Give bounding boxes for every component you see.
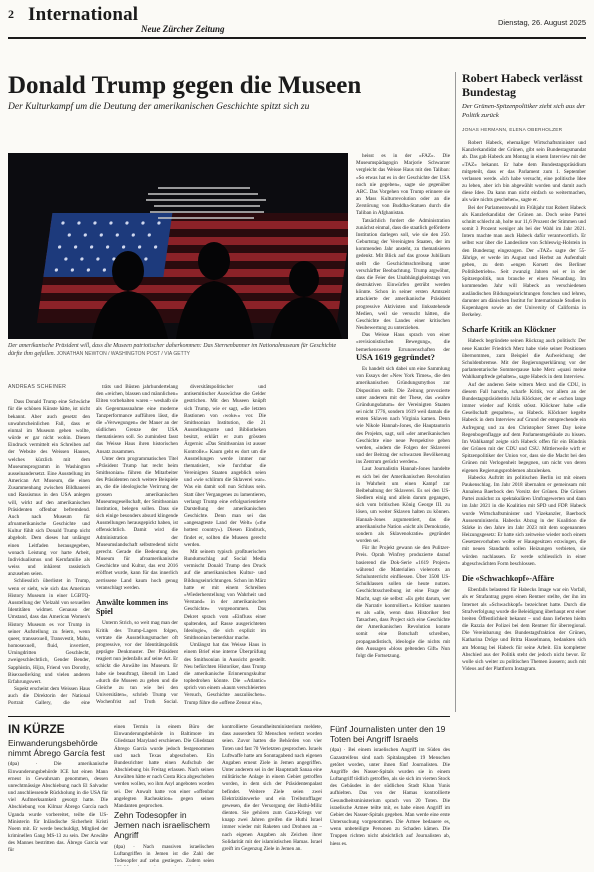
- lead-paragraph: Unter dem programmatischen Titel «Präsident Trump hat recht beim Smithsonian» führen die Mitarbeiter des Präsidenten noch weitere Beispiele an, die die ideologische Verirrung der grossen amerikanischen Museumsgesellschaft, der Smithsonian Institution, belegen sollen. Dass sie sich einige besonders absurd klingende Ausstellungen herausgepickt haben, ist offensichtlich. Damit wird die Administration der Museumslandschaft selbstredend nicht gerecht. Gerade die Bedeutung des Museum für afroamerikanische Geschichte und Kultur, das erst 2016 eröffnet wurde, kann für das innerlich zerrissene Land kaum hoch genug veranschlagt werden.: [96, 455, 178, 591]
- brief-text: (dpa) · Bei einem israelischen Angriff im Süden des Gazastreifens sind nach Spitalangaben 19 Menschen getötet worden, unter ihnen fünf Journalisten. Die Angriffe des Nasser-Spitals wurden sie in einem Luftangriff tödlich getroffen, als sie sich im vierten Stock des Gebäudes in der südlichen Stadt Khan Yunis aufhielten. Das von der Hamas kontrollierte Gesundheitsministerium sprach von 20 Toten. Die israelische Armee teilte mit, es habe einen Angriff im Gebiet des Nasser-Spitals gegeben. Man werde eine erste Untersuchung vorgenommen. Die Armee bedauere es, wenn unbeteiligte Personen zu Schaden kämen. Die Truppen richten nicht absichtlich auf Journalisten ab, hiess es.: [330, 747, 450, 847]
- lead-subheadline: Der Kulturkampf um die Deutung der amerikanischen Geschichte spitzt sich zu: [8, 102, 310, 112]
- lead-paragraph: diversitätspolitischer und antisemitischer Auswüchse die Gelder gestrichen. Mit den Museen knüpft sich Trump, wie er sagt, «die letzten Bastionen von ‹woke›» vor. Die Smithsonian Institution, die 21 Ausstellungsorte und Bibliotheken besitzt, erklärt er zum grössten Ärgernis: «Das Smithsonian ist ausser Kontrolle.» Kaum geht es dort um die Ausstellungen werde immer nur thematisiert, wie furchtbar die Vereinigten Staaten angeblich seien und «wie schlimm die Sklaverei war». Was ein damit soll nun Schluss sein. Statt über Vergangenes zu lamentieren, verlangt Trump eine erfolgsorientierte Darstellung der amerikanischen Geschichte. Denn man sei das «angesagteste Land der Welt» («the hottest country»). Diesen Eindruck, findet er, sollten die Museen gerecht werden.: [184, 384, 266, 548]
- brief-text: (dpa) · Die amerikanische Einwanderungsbehörde ICE hat einen Mann erneut in Gewahrsam genommen, dessen unrechtmässige Abschiebung nach El Salvador und anschliessende Rückholung in die USA für viel Aufmerksamkeit gesorgt hatte. Die Abschiebung von Kilmar Ábrego García nach Uganda wurde vorbereitet, teilte die US-Ministerin für Inländische Sicherheit Kristi Noem mit. Er werde beschuldigt, Mitglied der kriminellen Gang MS-13 zu sein. Der Anwälte des Mannes bestritten das. Ábrego García war für: [8, 761, 108, 854]
- photo-caption: [8, 343, 348, 359]
- section-title: International: [28, 4, 139, 25]
- newspaper-name: Neue Zürcher Zeitung: [141, 24, 225, 34]
- brief-text: (dpa) · Nach massiven israelischen Luftangriffen in Jemen ist die Zahl der Todesopfer auf zehn gestiegen. Zudem seien: [114, 843, 214, 864]
- briefs-rule: [8, 716, 450, 717]
- sidebar-body: [462, 140, 586, 848]
- lead-paragraph: Umlängst hat das Weisse Haus in einem Brief eine interne Überprüfung des Smithsonian in Aussicht gestellt. Neu befürchten Historiker, dass Trump die amerikanische Erinnerungskultur topbedrohen könnte. Die «Atlantic» sprich von einem «kaum verschleierten Versuch, Geschichte auszulöschen». Trump führe die «offene Zensur ein»,: [184, 642, 266, 706]
- lead-photo: [8, 153, 348, 339]
- sidebar-paragraph: Habeck begründete seinen Rückzug auch politisch: Der neue Kanzler Friedrich Merz habe viele seiner Positionen übernommen, zum Beispiel die Aufweichung der Schuldenbremse. Mit der Regierungserklärung vor der parlamentarische Sommerpause habe Merz «quasi meine Wahlkampfrede gehalten», sagte Habeck in dem Interview.: [462, 338, 586, 381]
- column-divider: [455, 72, 456, 712]
- lead-intertitle: Anwälte kommen ins Spiel: [96, 597, 169, 617]
- brief-column-2b: [114, 810, 214, 866]
- brief-text: kontrollierte Gesundheitsministerium meldete, dass ausserdem 92 Menschen verletzt worden seien. Zuvor hatten die Behörden von vier Toten und fast 70 Verletzten gesprochen. Israels Luftwaffe hatte am Sonntagabend nach eigenen Angaben erneut Ziele in Jemen angegriffen. Unter anderem sei in der Hauptstadt Sanaa eine militärische Anlage in einem Gebiet getroffen worden, in dem sich der Präsidentenpalast befindet. Weitere Ziele seien zwei Elektrizitätswerke und ein Treibstofflager gewesen, die der Versorgung der Huthi-Miliz dienten. Sie gehören zum Gaza-Kriegs vor knapp zwei Jahren greifen die Huthi Israel immer wieder mit Raketen und Drohnen an – nach eigenen Angaben als Zeichen ihrer Solidarität mit der islamistischen Hamas. Israel greift im Gegenzug Ziele in Jemen an.: [222, 724, 322, 852]
- photo-credit: JONATHAN NEWTON / WASHINGTON POST / VIA GETTY: [56, 350, 191, 357]
- lead-column-4: [356, 153, 450, 351]
- lead-paragraph: Für ihr Projekt gewann sie den Pulitzer-Preis. Oprah Winfrey produzierte darauf basierend die Dok-Serie «1619 Project» während die Materialien vielerorts an Schulunterricht einfliessen. Über 3500 US-Schulklassen sollen sie heute nutzen. Geschichtsschreibung ist eine Frage der Macht, sagt sie selbst: «Es geht darum, wer die Narrativ kontrolliert.» Kritiker nannten es als «alle, wenn dass Historiker fest Tatsachen, dass Project sich eine Geschichte der Amerikanischen Revolution konnte somit eine Botschaft schreiben, propagandistisch, ideologie die nichts mit den Aussagen «bloss geltenden Gift» Nun folgt die Fortsetzung.: [356, 545, 450, 659]
- lead-column-5: [356, 366, 450, 706]
- lead-headline: Donald Trump gegen die Museen: [8, 72, 362, 99]
- brief-headline: Einwanderungsbehörde nimmt Ábrego García fest: [8, 738, 105, 759]
- issue-date: Dienstag, 26. August 2025: [498, 18, 586, 27]
- lead-paragraph: Dass Donald Trump eine Schwäche für die schönen Künste hätte, ist nicht bekannt. Aber auch gesetzt den unwahrscheinlichen Fall, dass er einmal im Museum gehen wollte, würde er gar nicht wohin. Diesen Eindruck vermittelt ein Schreiben auf der Website des Weissen Hauses, welches kürzlich mit dem Museumsprogramm in Washington ausseinandersetzt. Eine Ausstellung im American Art Museum, die einen Zusammenhang zwischen Bildhauerei und Rassismus in den USA anlegen will, wirkt auf den amerikanischen Präsidenten offenbar befremdend. Auch nach Museum für afroamerikanische Geschichte und Kultur fühlt sich Donald Trump nicht abgeholt. Dem dieses hat unlängst einen Leitfaden herausgegeben, wonach Leistung vor harte Arbeit, Individualismus und Kernfamilie als weiss und inhärent rassistisch anzusehen seien.: [8, 399, 90, 578]
- lead-paragraph: Mit seinem typisch großtuerischen Rundumschlag auf Social Media vermischt Donald Trump den Druck auf die amerikanischen Kultur- und Bildungseinrichtungen. Schon im März hatte er mit einem Schreiben «Wiederherstellung von Wahrheit und Verstand» in der amerikanischen Geschichte» vorgenommen. Das Dekret sprach vom «Einfluss einer spaltenden, auf Rasse ausgerichteten Ideologie», die sich explizit im Smithsonian bemerkbar mache.: [184, 548, 266, 642]
- lead-paragraph: Schliesslich überlistet in Trump, wenn er sieht, wie sich das American History Museum in einer LGBTQ-Ausstellung der Vielzahl von sexuellen Identitäten widmet. Genauso der Umstand, dass das American Women's History Museum es vor Trump in seiner Aufstellung zu feiern, wenn queer, transsexuell, Transvestit, Mahu, homosexuell, fluid, invertiert, Urningdritten Geschlecht, zweigeschlechtlich, Gender Bender, Sapphistin, Hijra, Friend von Dorothy, Bisexuelle/king und vielen anderen Erfahrungswert.: [8, 578, 90, 685]
- page-number: 2: [8, 7, 14, 21]
- lead-paragraph: Es handelt sich dabei um eine Sammlung von Essays der «New York Times», die den amerikanischen Gründungsmythos zur Disposition stellt. Die Zeitung provozierte unter anderem mit der These, das «wahre Gründungsdatum» der Vereinigten Staaten sei nicht 1776, sondern 1619 weil damals die ersten Sklaven nach Virginia kamen. Denn wie Nikole Hannah-Jones, die Hauptautorin des Projekts, sagt, soll «der amerikanischen Geschichte eine neue Perspektive geben werden, «indem die Folgen der Sklaverei und der Beitrag der schwarzen Bevölkerung ins Zentrum gerückt werden».: [356, 366, 450, 466]
- lead-column-2: [96, 384, 178, 706]
- brief-column-1: [8, 738, 108, 864]
- lead-paragraph: Laut Journalistin Hannah-Jones handelte es sich bei der Amerikanischen Revolution in Wahrheit um einen Kampf zur Beibehaltung der Sklaverei. Es sei den US-Siedlern einig und allein darum gegangen, sich vom britischen König George III. zu lösen, um weiter Sklaven halten zu können. Hannah-Jones argumentiert, das die amerikanische Nation «nicht als Demokratie, sondern als Sklavenokratie» gegründet worden sei.: [356, 466, 450, 545]
- lead-column-1: [8, 384, 90, 706]
- sidebar-byline: JONAS HERMANN, ELENA OBERHOLZER: [462, 128, 563, 133]
- sidebar-paragraph: Bei der Parlamentswahl im Frühjahr trat Robert Habeck als Kanzlerkandidat der Grünen an. Doch seine Partei schnitt schlecht ab, holte nur 11,6 Prozent der Stimmen und somit 3 Prozent weniger als bei der Wahl im Jahr 2021. Intern machte man auch Habeck dafür verantwortlich. Er selbst war über die Landesliste von Schleswig-Holstein in den Bundestag eingezogen. Der «TAZ» sagte der 55-Jährige, er werde im August und Herbst an Aufenthalt geben, zu dem «engen Korsett des Berliner Politikbetriebs». Seit zwanzig Jahren sei er in der Spitzenpolitik, nun brauche er einen Neuanfang. Im kommenden Jahr will Habeck an verschiedenen ausländischen Bildungseinrichtungen forschen und lehren, darunter am dänischen Institut for Internationale Studien in Kopenhagen sowie an der University of California in Berkeley.: [462, 204, 586, 319]
- brief-column-3: [222, 724, 322, 864]
- lead-paragraph: träts und Büsten jahrhundertelang den «reichen, blassen und männlichen» Eliten vorbehalten waren – weshalb sie als Gegenmassnahme eine moderne Tanzperformance aufführen lässt, die die «Verwegungen» der Mauer an der südlichen Grenze der USA thematisieren soll. So zumindest fasst das Weisse Haus ihren historischen Ansatz zusammen.: [96, 384, 178, 455]
- sidebar-paragraph: Robert Habeck, ehemaliger Wirtschaftsminister und Kanzlerkandidat der Grünen, gibt sein Bundestagsmandat ab. Das gab Habeck am Montag in einem Interview mit der «TAZ» bekannt. Er habe dem Bundestagspräsidium mitgeteilt, dass er das Parlament zum 1. September verlassen werde. «Ich habe versucht, eine politische Idee zu leben, aber ich bin abgewählt worden und damit auch diese Idee. Da kann man nicht einfach so weitermachen, als wäre nichts geschehen», sagte er.: [462, 140, 586, 204]
- sidebar-paragraph: Habecks Auftritt im politischen Berlin ist mit einem Paukenschlag. Im Jahr 2018 übernahm er gemeinsam mit Annalena Baerbock den Vorsitz der Grünen. Die Grünen Partei zunächst zu spektakulären Umfragewerten und dann im Jahr 2021 in die Koalition mit SPD und FDP. Habeck wurde Wirtschaftsminister und Vizekanzler, Baerbock Aussenministerin. Habecks Abzug in der Koalition die Stärke in den Jahre im Jahr 2023 mit dem sogenannten Heizungsgesetz: Er hatte sich zeitweise wieder noch einem Gesetzesvorhaben wollte er Hausgesitzen erzwingen, die mit neuen Standards sollen Heizungen verbieten, sie würden nachlassen. Er werde schliesslich in einer abgeschwächten Form beschlossen.: [462, 474, 586, 567]
- briefs-label: IN KÜRZE: [8, 722, 65, 736]
- masthead-rule: [8, 37, 586, 39]
- sidebar-paragraph: Ebenfalls belastend für Habecks Image war ein Vorfall, als er Strafantrag gegen einen Rentner stellte, der ihn im Internet als «Schwachkopf» bezeichnet hatte. Durch die Strafverfolgung wurde die Beleidigung überhaupt erst einer breiten Öffentlichkeit bekannt – und dann lieferten hieltn die Razzia der Polizei bei dem Rentner für überregional. Die Vereinbarung des Bundestagsfraktion der Grünen, Katharina Dröge und Britta Hasselmann, bedankten sich am Montag bei Habeck für seine Arbeit. Ein kompletter Abschied aus der Politik steht der jedoch nicht bevor. Er wolle sich weiter zu politischen Themen äussern; auch mit Videos auf der Plattform Instagram.: [462, 587, 586, 673]
- brief-headline: Zehn Todesopfer in Jemen nach israelischem Angriff: [114, 810, 210, 841]
- lead-column-3: [184, 384, 266, 706]
- brief-headline: Fünf Journalisten unter den 19 Toten bei Angriff Israels: [330, 724, 446, 745]
- lead-paragraph: Supekt erscheint dem Weissen Haus auch die Direktorin der National Portrait Gallery, die eine: [8, 686, 90, 706]
- sidebar-intertitle: Scharfe Kritik an Klöckner: [462, 325, 556, 335]
- lead-byline: ANDREAS SCHEINER: [8, 384, 67, 390]
- lead-intertitle: USA 1619 gegründet?: [356, 352, 435, 362]
- sidebar-intertitle: Die «Schwachkopf»-Affäre: [462, 573, 555, 583]
- sidebar-paragraph: Auf der anderen Seite wittern Merz und die CDU, in diesem Fall harsche, scharfe Kritik, vor allem an der Bundestagspräsidentin Julia Klöckner, der er «schon lange immer wieder auf Kritik stösst. Klöckner habe «die Gesellschaft gespalten», so Habeck. Klöckner kegelte Habeck in dem Interview auf Grund der entsprechende ein Aufregung und zu den Christopher Street Day keine Regenbogenflagge auf dem Parlamentsgebäude zu hissen. Im Wahlkampf zeigte sich Habeck offen für ein Bündnis der Grünen mit der CDU und CSU. Mittlerweile wirft er Spitzenpolitiker der Union vor, dass sie die Macht bei den Grünen mit Verlogenheit begegnen, um nicht von deren eigenen Regierungsproblemen abzulenken.: [462, 381, 586, 474]
- sidebar-headline: Robert Habeck verlässt Bundestag: [462, 71, 583, 99]
- lead-paragraph: Tatsächlich fordert die Administration zunächst einmal, dass die staatlich geförderte Institution darlegen soll, wie sie den 250. Geburtstag der Vereinigten Staaten, der im kommenden Jahr ansteht, zu thematisieren gedenkt. Mit Blick auf das grosse Jubiläum stellt die Geschichtsschreibung unter verschärfter Beobachtung. Trump argwöhnt, dass die Feier des Unabhängigkeitstags von destruktiven Einwürfen getrübt werden könnte. Schon in seiner ersten Amtszeit attackierte der amerikanische Präsident progressive Aktivisten und linksstehende Medien, weil sie versucht hätten, die Geschichte des Landes einer kritischen Neubewertung zu unterziehen.: [356, 217, 450, 332]
- lead-paragraph: Unterm Strich, so weit mag man der Kritik des Trump-Lagers folgen, vertrate die Ausstellungsmacher oft progressive, vor der Identitätspolitik geprägte Denkmuster. Der Präsident reagiert nun jedenfalls auf seine Art. Er schickt die Anwälte ins Museum. Er habe sie beauftragt, überall im Land «durch die Museen zu gehen und die Gleiche zu tun wie bei den Universitäten», schrieb Trump vor Wochenfrist auf Truth Social.: [96, 620, 178, 706]
- lead-paragraph: heisst es in der «FAZ». Die Museumspädagogin Marjorie Schwarzer vergleicht das Weisse Haus mit den Taliban: «So etwas hat es in der Geschichte der USA noch nie gegeben», sagte sie gegenüber ABC. Das Vorgehen von Trump erinnere sie an Mass Kulturrevolution oder an die Zerstörung von Buddha-Statuen durch die Taliban in Afghanistan.: [356, 153, 450, 217]
- sidebar-subheadline: Der Grünen-Spitzenpolitiker zieht sich aus der Politik zurück: [462, 103, 586, 119]
- lead-paragraph: Das Weisse Haus sprach von einer «revisionistischen Bewegung», die bemerkenswerte Errungenschaften der: [356, 332, 450, 351]
- caption-text: Der amerikanische Präsident will, dass die Museen patriotischer daherkommen: Das Sternenbanner im Nationalmuseum für Geschichte dürfte ihm gefallen.: [8, 343, 337, 357]
- brief-column-4: [330, 724, 450, 864]
- brief-text: einen Termin in einem Büro der Einwanderungsbehörde in Baltimore im Gliedstaat Maryland erschienen. Die Gliedstaat Ábrego García wurde jedoch festgenommen und nach Texas abgeschoben. Ein Bundesrichter hatte einen Aufschub der Abschiebung bis Freitag erlassen. Nach seinen Anwälten hätte er nach Costa Rica abgeschoben werden wollen, wo ihm Asyl angeboten worden sei. Der Anwalt hatte von einer «offenbar angelegten Racheaktion» gegen seinen Mandanten gesprochen.: [114, 724, 214, 809]
